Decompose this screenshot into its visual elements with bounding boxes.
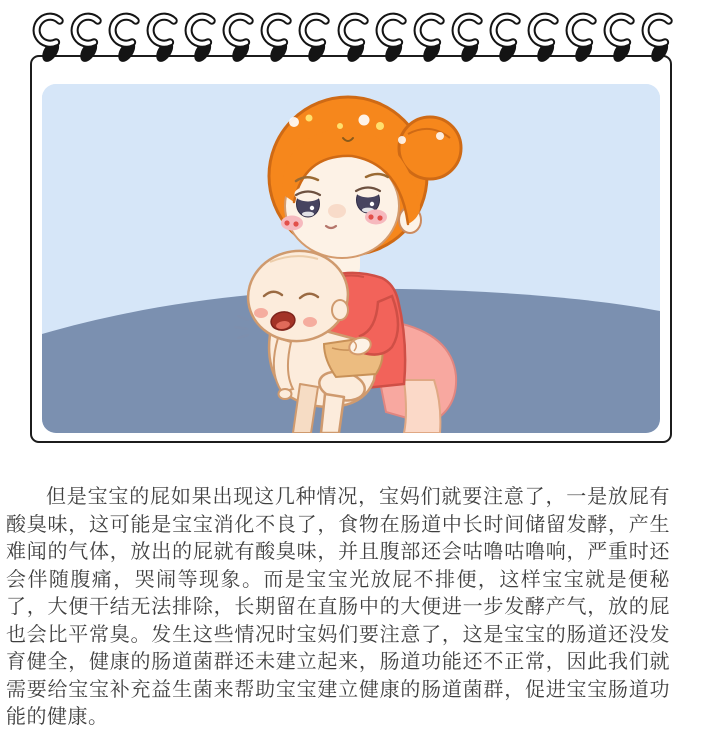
spiral-ring-icon bbox=[144, 6, 180, 66]
spiral-binding bbox=[30, 6, 675, 68]
spiral-ring-icon bbox=[182, 6, 218, 66]
spiral-ring-icon bbox=[639, 6, 675, 66]
spiral-ring-icon bbox=[296, 6, 332, 66]
mother-baby-illustration bbox=[42, 84, 660, 433]
spiral-ring-icon bbox=[68, 6, 104, 66]
article-body bbox=[6, 484, 670, 732]
spiral-ring-icon bbox=[106, 6, 142, 66]
spiral-ring-icon bbox=[30, 6, 66, 66]
spiral-ring-icon bbox=[220, 6, 256, 66]
article-paragraph: 但是宝宝的屁如果出现这几种情况，宝妈们就要注意了，一是放屁有酸臭味，这可能是宝宝消化不良了，食物在肠道中长时间储留发酵，产生难闻的气体，放出的屁就有酸臭味，并且腹部还会咕噜咕噜响，严重时还会伴随腹痛，哭闹等现象。而是宝宝光放屁不排便，这样宝宝就是便秘了，大便干结无法排除，长期留在直肠中的大便进一步发酵产气，放的屁也会比平常臭。发生这些情况时宝妈们要注意了，这是宝宝的肠道还没发育健全，健康的肠道菌群还未建立起来，肠道功能还不正常，因此我们就需要给宝宝补充益生菌来帮助宝宝建立健康的肠道菌群，促进宝宝肠道功能的健康。 bbox=[6, 486, 670, 728]
illustration-panel bbox=[42, 84, 660, 433]
spiral-ring-icon bbox=[525, 6, 561, 66]
spiral-ring-icon bbox=[449, 6, 485, 66]
spiral-ring-icon bbox=[563, 6, 599, 66]
spiral-ring-icon bbox=[373, 6, 409, 66]
spiral-ring-icon bbox=[487, 6, 523, 66]
spiral-ring-icon bbox=[411, 6, 447, 66]
notebook-page bbox=[30, 55, 672, 443]
spiral-ring-icon bbox=[258, 6, 294, 66]
spiral-ring-icon bbox=[335, 6, 371, 66]
spiral-ring-icon bbox=[601, 6, 637, 66]
